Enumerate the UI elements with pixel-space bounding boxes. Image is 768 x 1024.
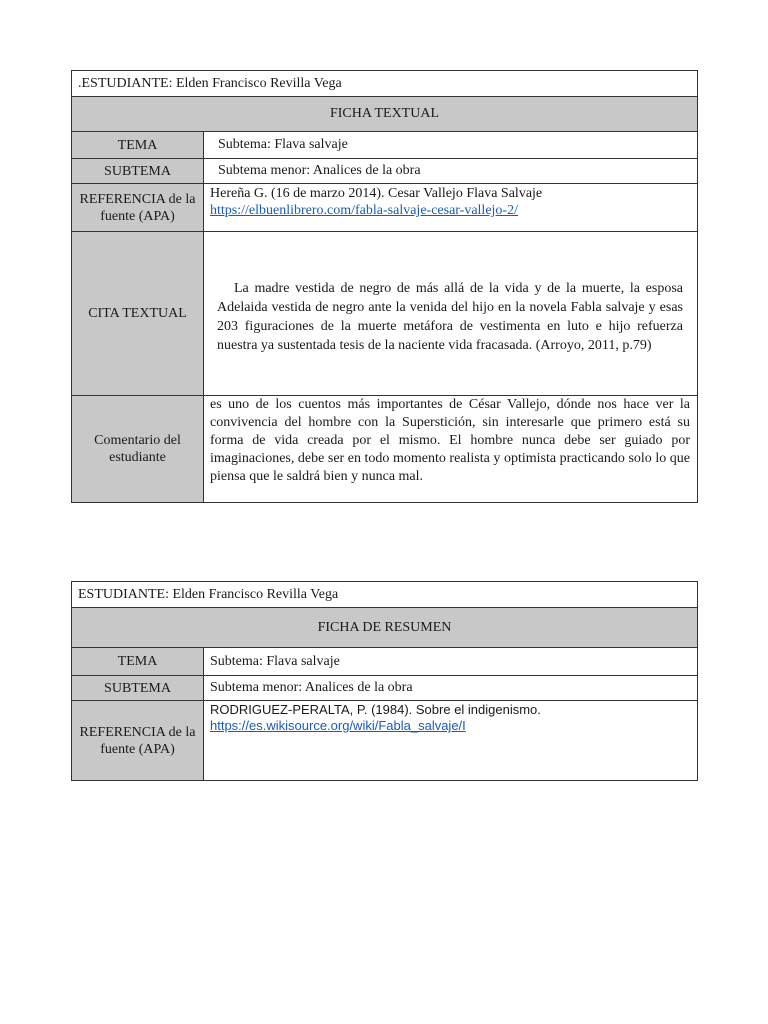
referencia-text: RODRIGUEZ-PERALTA, P. (1984). Sobre el indigenismo. bbox=[210, 702, 541, 717]
referencia-link[interactable]: https://es.wikisource.org/wiki/Fabla_salvaje/I bbox=[210, 718, 466, 733]
referencia-cell bbox=[204, 184, 698, 232]
referencia-label: REFERENCIA de la fuente (APA) bbox=[72, 184, 204, 232]
ficha-title: FICHA TEXTUAL bbox=[72, 97, 698, 132]
subtema-label: SUBTEMA bbox=[72, 159, 204, 184]
subtema-value: Subtema menor: Analices de la obra bbox=[204, 676, 698, 701]
referencia-cell bbox=[204, 701, 698, 781]
cita-text bbox=[204, 232, 698, 396]
tema-label: TEMA bbox=[72, 648, 204, 676]
referencia-label: REFERENCIA de la fuente (APA) bbox=[72, 701, 204, 781]
tema-label: TEMA bbox=[72, 132, 204, 159]
referencia-link[interactable]: https://elbuenlibrero.com/fabla-salvaje-cesar-vallejo-2/ bbox=[210, 203, 518, 218]
tema-value: Subtema: Flava salvaje bbox=[204, 132, 698, 159]
ficha-textual-table bbox=[71, 70, 698, 503]
cita-label: CITA TEXTUAL bbox=[72, 232, 204, 396]
tema-value: Subtema: Flava salvaje bbox=[204, 648, 698, 676]
ficha-resumen-table bbox=[71, 581, 698, 781]
subtema-value: Subtema menor: Analices de la obra bbox=[204, 159, 698, 184]
referencia-text: Hereña G. (16 de marzo 2014). Cesar Vallejo Flava Salvaje bbox=[210, 186, 543, 201]
student-name: ESTUDIANTE: Elden Francisco Revilla Vega bbox=[72, 582, 698, 608]
subtema-label: SUBTEMA bbox=[72, 676, 204, 701]
student-name: .ESTUDIANTE: Elden Francisco Revilla Vega bbox=[72, 71, 698, 97]
comentario-text: es uno de los cuentos más importantes de César Vallejo, dónde nos hace ver la convivencia del hombre con la Superstición, sin interesarle que primero está su forma de vida creada por el mismo. El hombre nunca debe ser guiado por imaginaciones, debe ser en todo momento realista y optimista practicando solo lo que piensa que le saldrá bien y nunca mal. bbox=[204, 396, 698, 503]
comentario-label: Comentario del estudiante bbox=[72, 396, 204, 503]
cita-paragraph: La madre vestida de negro de más allá de la vida y de la muerte, la esposa Adelaida vestida de negro ante la venida del hijo en la novela Fabla salvaje y esas 203 figuraciones de la muerte metáfora de vestimenta en luto e hijo refuerza nuestra ya sustentada tesis de la naciente vida fracasada. (Arroyo, 2011, p.79) bbox=[217, 280, 683, 353]
ficha-title: FICHA DE RESUMEN bbox=[72, 608, 698, 648]
